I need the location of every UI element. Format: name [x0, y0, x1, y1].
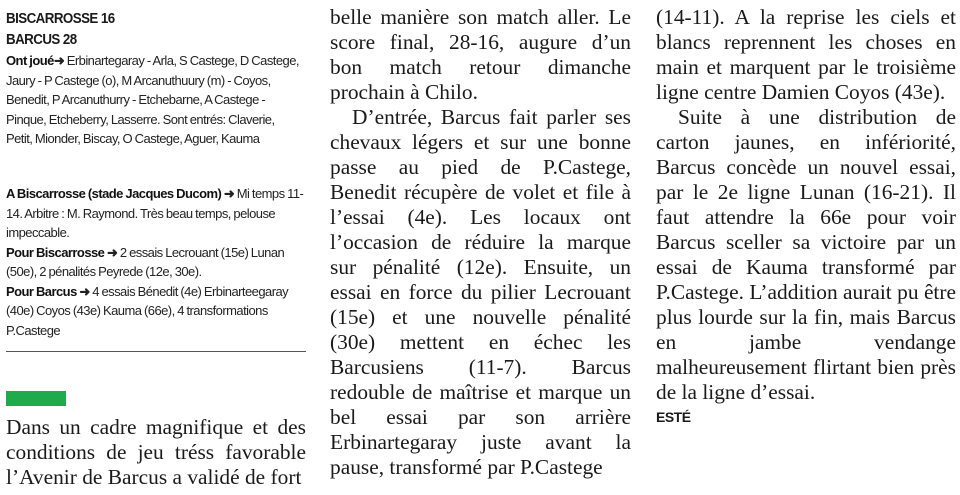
article-paragraph-1: Dans un cadre magnifique et des conditions de jeu tréss favorable l’Avenir de Barcus a validé de fort: [6, 415, 306, 489]
article-start: [6, 415, 306, 490]
team-score-barcus: BARCUS 28: [6, 32, 77, 48]
section-marker: [6, 391, 66, 406]
lineup: [6, 51, 302, 149]
scoring-barcus-text: 4 essais Bénedit (4e) Erbinarteegaray (40e) Coyos (43e) Kauma (66e), 4 transformations P.Castege: [6, 283, 289, 338]
venue-text: Mi temps 11-14. Arbitre : M. Raymond. Très beau temps, pelouse impeccable.: [6, 186, 304, 240]
divider: [6, 351, 306, 352]
venue-label: A Biscarrosse (stade Jacques Ducom): [6, 186, 222, 201]
match-details: [6, 184, 304, 340]
article-paragraph-1-end: belle manière son match aller. Le score final, 28-16, augure d’un bon match retour dimanche prochain à Chilo.: [330, 5, 631, 104]
article-end: [656, 5, 956, 426]
article-paragraph-2: D’entrée, Barcus fait parler ses chevaux légers et sur une bonne passe au pied de P.Castege, Benedit récupère de volet et file à l’essai (4e). Les locaux ont l’occasion de réduire la marque sur pénalité (12e). Ensuite, un essai en force du pilier Lecrouant (15e) et une nouvelle pénalité (30e) mettent en échec les Barcusiens (11-7). Barcus redouble de maîtrise et marque un bel essai par son arrière Erbinartegaray juste avant la pause, transformé par P.Castege: [330, 105, 631, 479]
venue-line: [6, 184, 304, 243]
article-paragraph-2-end: (14-11). A la reprise les ciels et blancs reprennent les choses en main et marquent par le troisième ligne centre Damien Coyos (43e).: [656, 5, 956, 104]
article-paragraph-3: Suite à une distribution de carton jaunes, en infériorité, Barcus concède un nouvel essai, par le 2e ligne Lunan (16-21). Il faut attendre la 66e pour voir Barcus sceller sa victoire par un essai de Kauma transformé par P.Castege. L’addition aurait pu être plus lourde sur la fin, mais Barcus en jambe vendange malheureusement flirtant bien près de la ligne d’essai.: [656, 105, 956, 404]
arrow-icon: ➜: [53, 53, 65, 68]
scoring-barcus: [6, 282, 304, 341]
arrow-icon: ➜: [223, 186, 235, 201]
arrow-icon: ➜: [79, 283, 90, 299]
arrow-icon: ➜: [106, 244, 118, 260]
lineup-text: Erbinartegaray - Arla, S Castege, D Castege, Jaury - P Castege (o), M Arcanuthuury (m) - Coyos, Benedit, P Arcanuthurry - Etchebarne, A Castege - Pinque, Etcheberry, Lasserre. Sont entrés: Claverie, Petit, Mionder, Biscay, O Castege, Aguer, Kauma: [6, 53, 299, 146]
lineup-label: Ont joué: [6, 53, 54, 68]
scoring-biscarrosse-text: 2 essais Lecrouant (15e) Lunan (50e), 2 pénalités Peyrede (12e, 30e).: [6, 244, 285, 279]
team-score-biscarrosse: BISCARROSSE 16: [6, 11, 115, 27]
scoring-biscarrosse-label: Pour Biscarrosse: [6, 244, 105, 260]
scoring-biscarrosse: [6, 243, 304, 282]
scoring-barcus-label: Pour Barcus: [6, 283, 77, 299]
author-signature: ESTÉ: [656, 409, 691, 425]
article-continuation: [330, 5, 631, 480]
